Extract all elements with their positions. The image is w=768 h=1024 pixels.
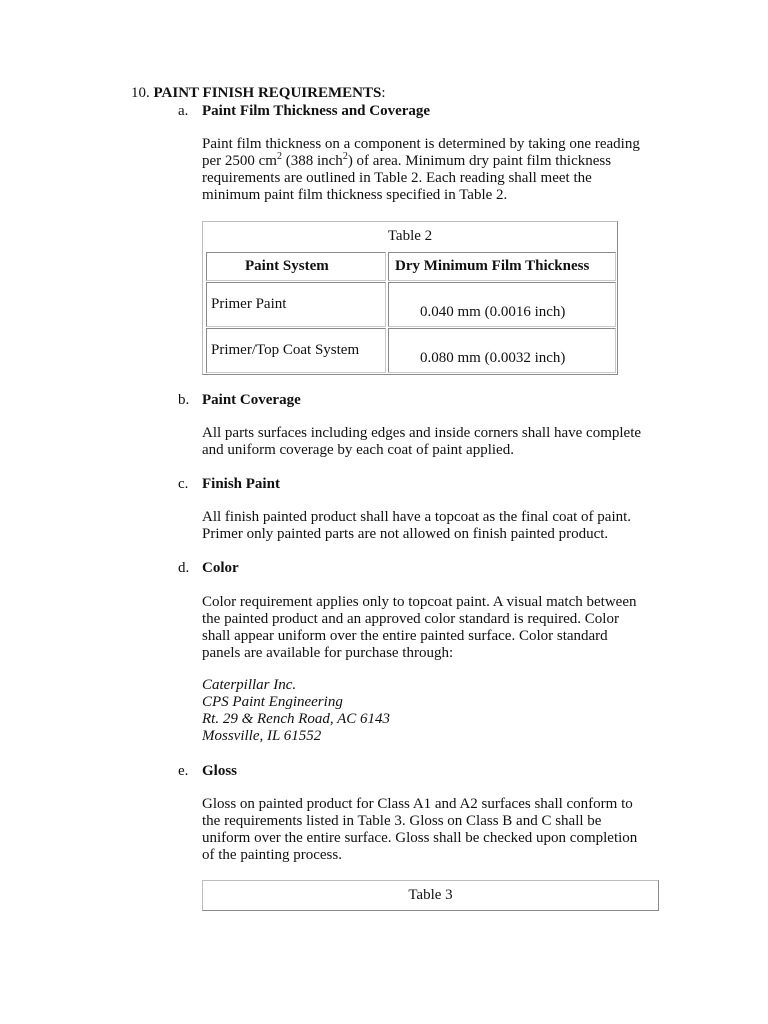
paragraph-line: uniform over the entire surface. Gloss shall be checked upon completion <box>202 830 638 846</box>
subsection-d-paragraph <box>202 594 672 662</box>
paragraph-line: and uniform coverage by each coat of paint applied. <box>202 442 514 458</box>
paragraph-line: requirements are outlined in Table 2. Each reading shall meet the <box>202 170 592 186</box>
text-run: ) of area. Minimum dry paint film thickness <box>347 153 612 169</box>
subsection-c-paragraph <box>202 509 672 543</box>
table-cell <box>206 328 386 373</box>
subsection-b-paragraph <box>202 425 672 459</box>
section-heading <box>131 84 386 103</box>
subsection-c-title: Finish Paint <box>202 476 280 492</box>
subsection-d-title: Color <box>202 560 239 576</box>
paragraph-line: the painted product and an approved color standard is required. Color <box>202 611 619 627</box>
subsection-d-letter: d. <box>178 560 190 576</box>
paragraph-line: of the painting process. <box>202 847 342 863</box>
row-2-thickness: 0.080 mm (0.0032 inch) <box>420 350 566 366</box>
supplier-address <box>202 677 390 745</box>
subsection-b-letter: b. <box>178 392 190 408</box>
superscript: 2 <box>342 151 348 162</box>
paragraph-line: minimum paint film thickness specified in Table 2. <box>202 187 508 203</box>
subsection-e-paragraph <box>202 796 672 864</box>
subsection-e-letter: e. <box>178 763 189 779</box>
table-header-cell <box>206 252 386 281</box>
subsection-c-letter: c. <box>178 476 189 492</box>
address-line: Rt. 29 & Rench Road, AC 6143 <box>202 711 391 727</box>
subsection-a-title: Paint Film Thickness and Coverage <box>202 103 431 119</box>
subsection-b-title: Paint Coverage <box>202 392 301 408</box>
table-cell <box>206 282 386 327</box>
table-header-cell <box>388 252 616 281</box>
table-3 <box>202 880 659 911</box>
paragraph-line: Color requirement applies only to topcoat paint. A visual match between <box>202 594 637 610</box>
subsection-a-paragraph <box>202 136 672 204</box>
paragraph-line: All parts surfaces including edges and inside corners shall have complete <box>202 425 642 441</box>
section-number: 10. <box>131 85 150 101</box>
row-2-paint-system: Primer/Top Coat System <box>211 342 360 358</box>
paragraph-line: panels are available for purchase through: <box>202 645 454 661</box>
paragraph-line: Paint film thickness on a component is determined by taking one reading <box>202 136 640 152</box>
address-line: Mossville, IL 61552 <box>202 728 322 744</box>
paragraph-line: Primer only painted parts are not allowed on finish painted product. <box>202 526 609 542</box>
subsection-a-letter: a. <box>178 103 189 119</box>
text-run: (388 inch <box>281 153 343 169</box>
row-1-paint-system: Primer Paint <box>211 296 287 312</box>
superscript: 2 <box>276 151 282 162</box>
section-title-suffix: : <box>381 85 386 101</box>
table-2 <box>202 221 618 375</box>
paragraph-line: shall appear uniform over the entire painted surface. Color standard <box>202 628 608 644</box>
section-title: PAINT FINISH REQUIREMENTS <box>153 85 382 101</box>
text-run: per 2500 cm <box>202 153 277 169</box>
paragraph-line: Gloss on painted product for Class A1 and A2 surfaces shall conform to <box>202 796 633 812</box>
table-cell <box>388 328 616 373</box>
paragraph-line: All finish painted product shall have a topcoat as the final coat of paint. <box>202 509 632 525</box>
header-dry-min-film-thickness: Dry Minimum Film Thickness <box>395 258 590 274</box>
address-line: CPS Paint Engineering <box>202 694 343 710</box>
address-line: Caterpillar Inc. <box>202 677 297 693</box>
paragraph-line <box>202 153 672 170</box>
table-3-caption: Table 3 <box>408 887 453 903</box>
header-paint-system: Paint System <box>245 258 329 274</box>
row-1-thickness: 0.040 mm (0.0016 inch) <box>420 304 566 320</box>
paragraph-line: the requirements listed in Table 3. Gloss on Class B and C shall be <box>202 813 602 829</box>
subsection-e-title: Gloss <box>202 763 238 779</box>
table-2-caption: Table 2 <box>387 228 433 244</box>
table-cell <box>388 282 616 327</box>
